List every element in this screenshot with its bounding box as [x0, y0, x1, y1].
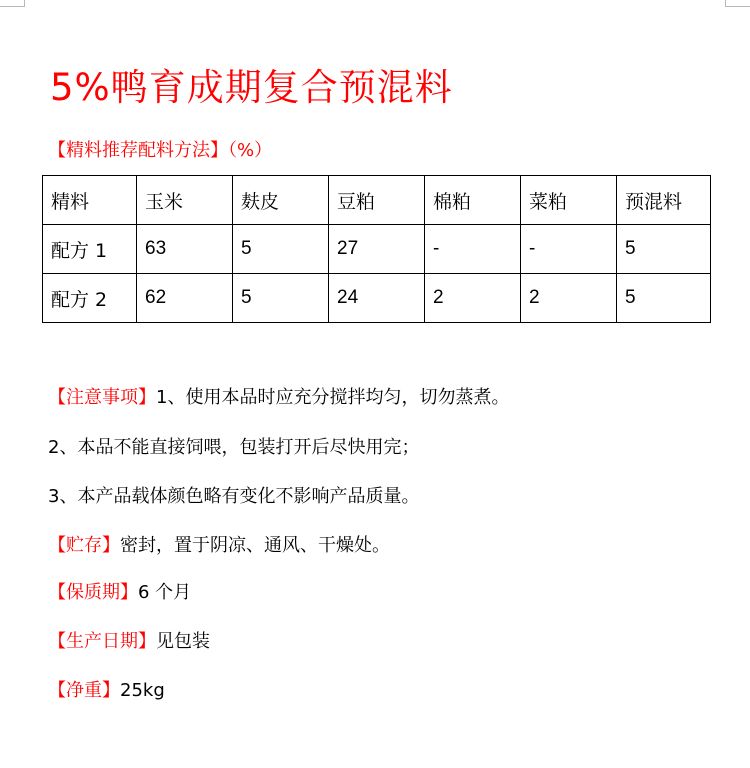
storage-value: 密封，置于阴凉、通风、干燥处。: [120, 535, 390, 556]
table-header-cell: 豆粕: [329, 176, 425, 225]
storage-line: [48, 533, 390, 559]
table-header-cell: 棉粕: [425, 176, 521, 225]
precaution-line-1: [48, 385, 509, 411]
table-cell: 24: [329, 274, 425, 323]
table-cell: 63: [137, 225, 233, 274]
table-header-cell: 菜粕: [521, 176, 617, 225]
page-title: 5%鸭育成期复合预混料: [50, 66, 453, 109]
table-header-cell: 麸皮: [233, 176, 329, 225]
recipe-section-unit: （%）: [228, 140, 273, 161]
table-cell: -: [521, 225, 617, 274]
shelf-life-label: 【保质期】: [48, 582, 138, 603]
table-header-cell: 玉米: [137, 176, 233, 225]
precautions-label: 【注意事项】: [48, 387, 156, 408]
table-cell: 5: [617, 225, 711, 274]
table-cell: 配方 1: [43, 225, 137, 274]
table-row: [43, 225, 711, 274]
table-header-cell: 精料: [43, 176, 137, 225]
page-corner-mark-left: [0, 0, 25, 7]
net-weight-label: 【净重】: [48, 680, 120, 701]
table-cell: 5: [233, 274, 329, 323]
net-weight-value: 25kg: [120, 680, 165, 701]
table-cell: -: [425, 225, 521, 274]
precaution-line-2: 2、本品不能直接饲喂，包装打开后尽快用完；: [48, 437, 420, 458]
table-cell: 2: [425, 274, 521, 323]
table-cell: 5: [617, 274, 711, 323]
table-cell: 62: [137, 274, 233, 323]
precaution-line-3: 3、本产品载体颜色略有变化不影响产品质量。: [48, 486, 420, 507]
shelf-life-value: 6 个月: [138, 582, 192, 603]
table-cell: 27: [329, 225, 425, 274]
recipe-section-label: [48, 138, 272, 164]
table-header-row: [43, 176, 711, 225]
shelf-life-line: [48, 580, 191, 606]
net-weight-line: [48, 678, 165, 704]
recipe-section-title: 【精料推荐配料方法】: [48, 140, 228, 161]
table-cell: 2: [521, 274, 617, 323]
storage-label: 【贮存】: [48, 535, 120, 556]
table-cell: 配方 2: [43, 274, 137, 323]
precaution-text-1: 1、使用本品时应充分搅拌均匀，切勿蒸煮。: [156, 387, 510, 408]
formula-table: [42, 175, 711, 323]
production-date-label: 【生产日期】: [48, 631, 156, 652]
production-date-line: [48, 629, 210, 655]
table-row: [43, 274, 711, 323]
page-corner-mark-right: [725, 0, 750, 7]
table-cell: 5: [233, 225, 329, 274]
production-date-value: 见包装: [156, 631, 210, 652]
table-header-cell: 预混料: [617, 176, 711, 225]
